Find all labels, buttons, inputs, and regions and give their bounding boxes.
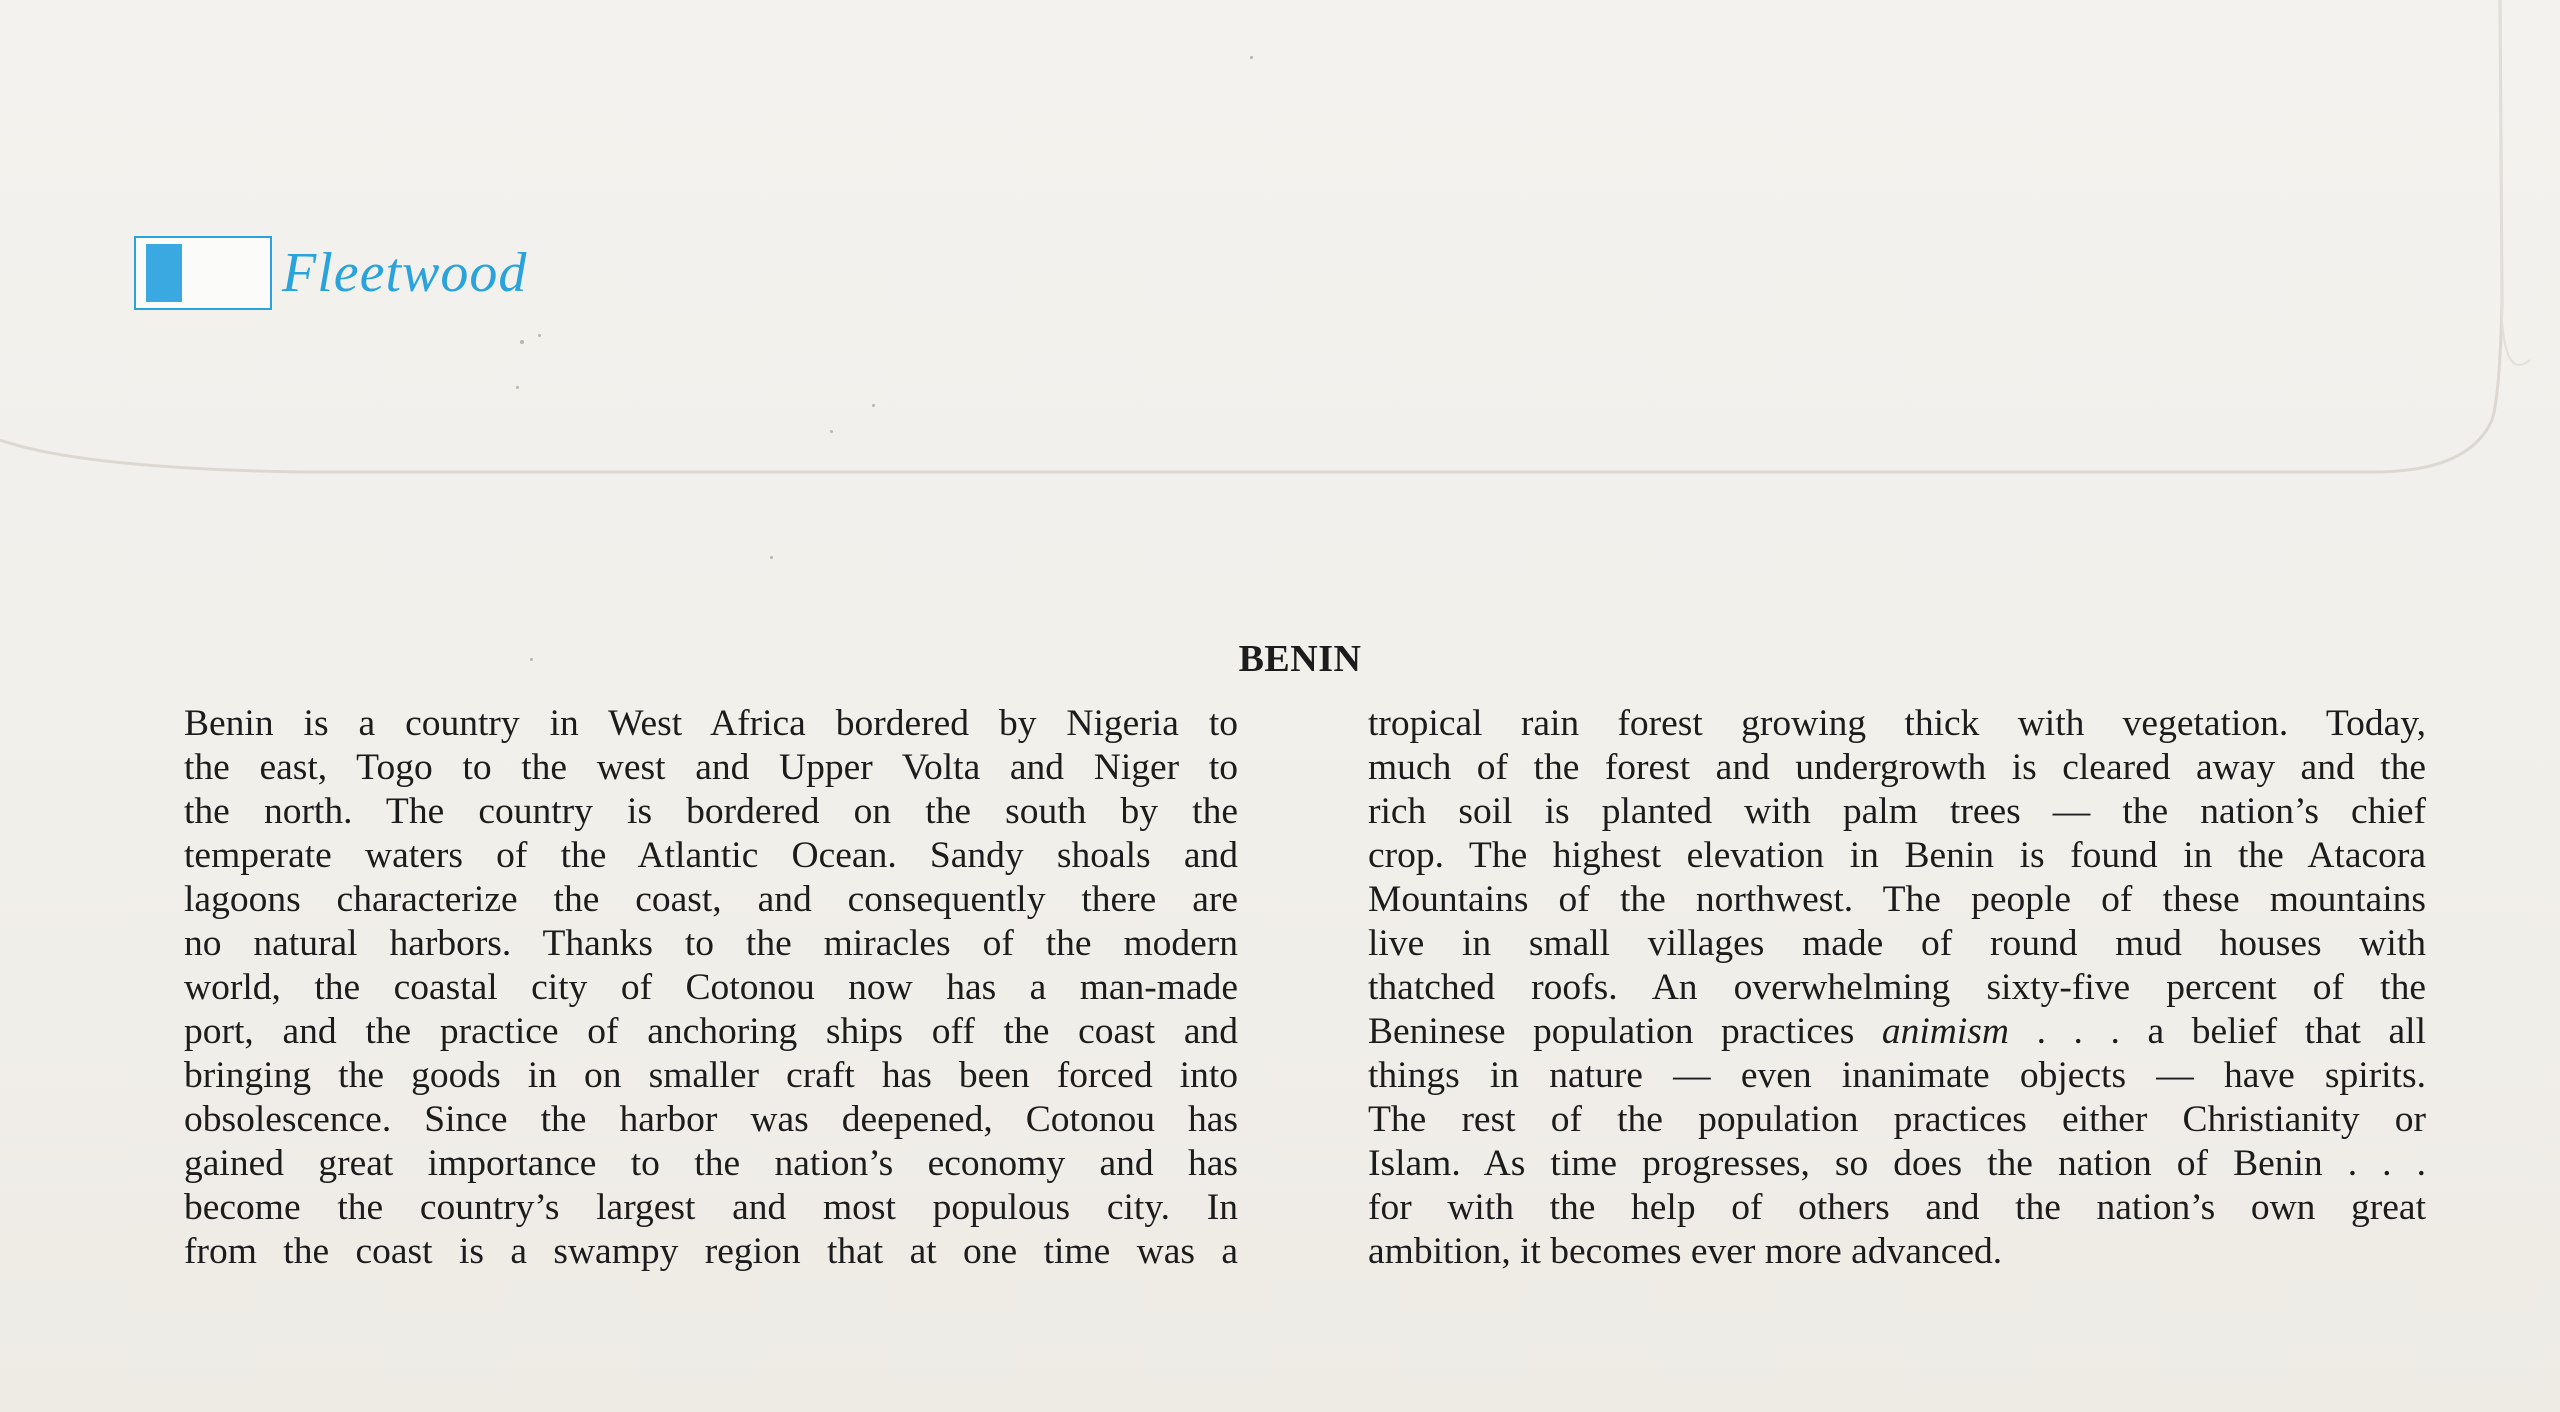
text-segment: . . . a belief that all — [2036, 1011, 2426, 1052]
paper-speck — [770, 556, 773, 559]
text-line: world, the coastal city of Cotonou now has a man-made — [184, 967, 1238, 1008]
paper-speck — [1250, 56, 1253, 59]
text-segment: Beninese population practices — [1368, 1011, 1855, 1052]
text-line: the east, Togo to the west and Upper Volta and Niger to — [184, 747, 1238, 788]
text-line: ambition, it becomes ever more advanced. — [1368, 1231, 2003, 1272]
text-line: for with the help of others and the nation’s own great — [1368, 1187, 2426, 1228]
text-line: the north. The country is bordered on the south by the — [184, 791, 1238, 832]
paper-speck — [538, 334, 541, 337]
text-line: Mountains of the northwest. The people of these mountains — [1368, 879, 2426, 920]
text-line: tropical rain forest growing thick with vegetation. Today, — [1368, 703, 2426, 744]
paper-speck — [516, 386, 519, 389]
emphasis-animism: animism — [1881, 1011, 2009, 1052]
paper-speck — [872, 404, 875, 407]
text-line: port, and the practice of anchoring ships off the coast and — [184, 1011, 1238, 1052]
text-line: much of the forest and undergrowth is cleared away and the — [1368, 747, 2426, 788]
text-line: live in small villages made of round mud houses with — [1368, 923, 2426, 964]
text-line: gained great importance to the nation’s economy and has — [184, 1143, 1238, 1184]
logo-wordmark: Fleetwood — [282, 242, 528, 304]
text-line: temperate waters of the Atlantic Ocean. Sandy shoals and — [184, 835, 1238, 876]
text-line: no natural harbors. Thanks to the miracles of the modern — [184, 923, 1238, 964]
paper-speck — [530, 658, 533, 661]
logo-box-icon — [134, 236, 272, 310]
article-title: BENIN — [1238, 638, 1362, 680]
text-line: The rest of the population practices either Christianity or — [1368, 1099, 2426, 1140]
logo-box-fill — [146, 244, 182, 302]
text-line: things in nature — even inanimate objects — have spirits. — [1368, 1055, 2426, 1096]
text-line: obsolescence. Since the harbor was deepened, Cotonou has — [184, 1099, 1238, 1140]
text-line: Benin is a country in West Africa bordered by Nigeria to — [184, 703, 1238, 744]
article-right-column — [1368, 702, 2426, 1274]
text-line: bringing the goods in on smaller craft has been forced into — [184, 1055, 1238, 1096]
fleetwood-logo — [134, 236, 554, 314]
text-line: rich soil is planted with palm trees — the nation’s chief — [1368, 791, 2426, 832]
text-line: thatched roofs. An overwhelming sixty-five percent of the — [1368, 967, 2426, 1008]
text-line: Islam. As time progresses, so does the nation of Benin . . . — [1368, 1143, 2426, 1184]
paper-speck — [830, 430, 833, 433]
paper-speck — [520, 340, 524, 344]
text-line: from the coast is a swampy region that at one time was a — [184, 1231, 1238, 1272]
text-line: crop. The highest elevation in Benin is found in the Atacora — [1368, 835, 2426, 876]
text-line: become the country’s largest and most populous city. In — [184, 1187, 1238, 1228]
text-line: lagoons characterize the coast, and consequently there are — [184, 879, 1238, 920]
text-line-animism — [1368, 1010, 2426, 1054]
article-left-column — [184, 702, 1238, 1274]
